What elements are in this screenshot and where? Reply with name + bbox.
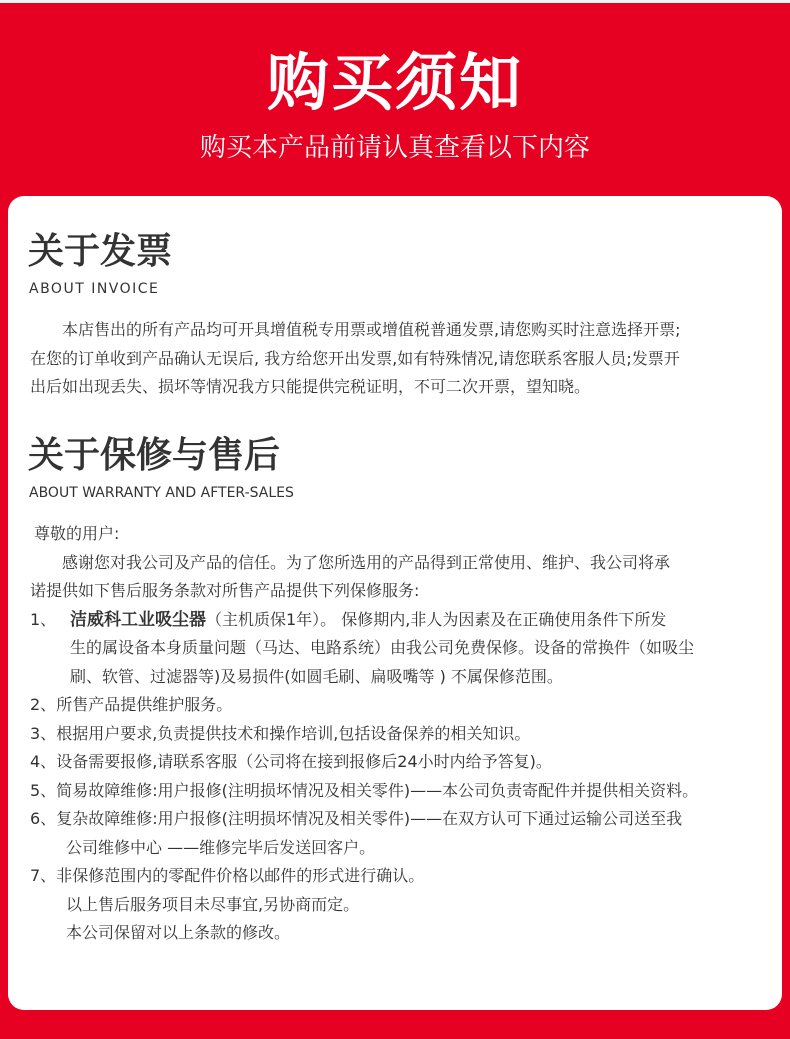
warranty-item-1	[30, 606, 770, 635]
invoice-line: 在您的订单收到产品确认无误后, 我方给您开出发票,如有特殊情况,请您联系客服人员;发票开	[30, 348, 680, 368]
item-number: 4、	[30, 752, 57, 771]
warranty-item-4	[30, 748, 770, 777]
warranty-item-2	[30, 691, 770, 720]
item-continuation: 生的属设备本身质量问题（马达、电路系统）由我公司免费保修。设备的常换件（如吸尘	[70, 638, 695, 657]
page-subtitle: 购买本产品前请认真查看以下内容	[199, 133, 590, 163]
item-number: 5、	[30, 780, 57, 800]
warranty-section-subtitle: ABOUT WARRANTY AND AFTER-SALES	[29, 485, 294, 501]
item-number: 7、	[30, 866, 57, 885]
page-title: 购买须知	[266, 46, 523, 119]
item-text: 根据用户要求,负责提供技术和操作培训,包括设备保养的相关知识。	[56, 723, 531, 743]
header-banner	[0, 0, 790, 196]
item-text: 复杂故障维修:用户报修(注明损坏情况及相关零件)——在双方认可下通过运输公司送至我	[56, 809, 683, 828]
invoice-paragraph	[30, 316, 770, 402]
item-continuation: 公司维修中心 ——维修完毕后发送回客户。	[66, 837, 376, 857]
invoice-line: 本店售出的所有产品均可开具增值税专用票或增值税普通发票,请您购买时注意选择开票;	[62, 320, 681, 339]
item-text: 所售产品提供维护服务。	[56, 695, 233, 714]
warranty-intro-line: 诺提供如下售后服务条款对所售产品提供下列保修服务:	[30, 581, 420, 600]
invoice-line: 出后如出现丢失、损坏等情况我方只能提供完税证明，不可二次开票，望知晓。	[30, 377, 591, 396]
item-number: 2、	[30, 695, 57, 714]
warranty-body	[30, 520, 770, 948]
warranty-item-5	[30, 777, 770, 806]
invoice-section-title: 关于发票	[28, 231, 173, 272]
item-number: 1、	[30, 609, 57, 629]
item-continuation: 刷、软管、过滤器等)及易损件(如圆毛刷、扁吸嘴等 ) 不属保修范围。	[70, 666, 563, 686]
item-text: 非保修范围内的零配件价格以邮件的形式进行确认。	[56, 866, 425, 885]
item-text: 简易故障维修:用户报修(注明损坏情况及相关零件)——本公司负责寄配件并提供相关资料。	[56, 780, 699, 800]
item-number: 6、	[30, 809, 57, 828]
invoice-section-subtitle: ABOUT INVOICE	[29, 281, 160, 297]
item-number: 3、	[30, 723, 57, 743]
warranty-item-3	[30, 720, 770, 749]
warranty-item-7	[30, 862, 770, 891]
warranty-section-title: 关于保修与售后	[28, 435, 281, 476]
item-text: 设备需要报修,请联系客服（公司将在接到报修后24小时内给予答复)。	[56, 752, 552, 771]
item-text: （主机质保1年）。 保修期内,非人为因素及在正确使用条件下所发	[206, 609, 667, 629]
warranty-greeting: 尊敬的用户:	[34, 524, 120, 543]
warranty-item-6	[30, 805, 770, 834]
warranty-intro-line: 感谢您对我公司及产品的信任。为了您所选用的产品得到正常使用、维护、我公司将承	[62, 552, 671, 572]
notice-card	[8, 196, 782, 1010]
product-name: 洁威科工业吸尘器	[70, 609, 206, 630]
closing-line: 以上售后服务项目未尽事宜,另协商而定。	[66, 894, 360, 914]
closing-line: 本公司保留对以上条款的修改。	[66, 923, 291, 942]
